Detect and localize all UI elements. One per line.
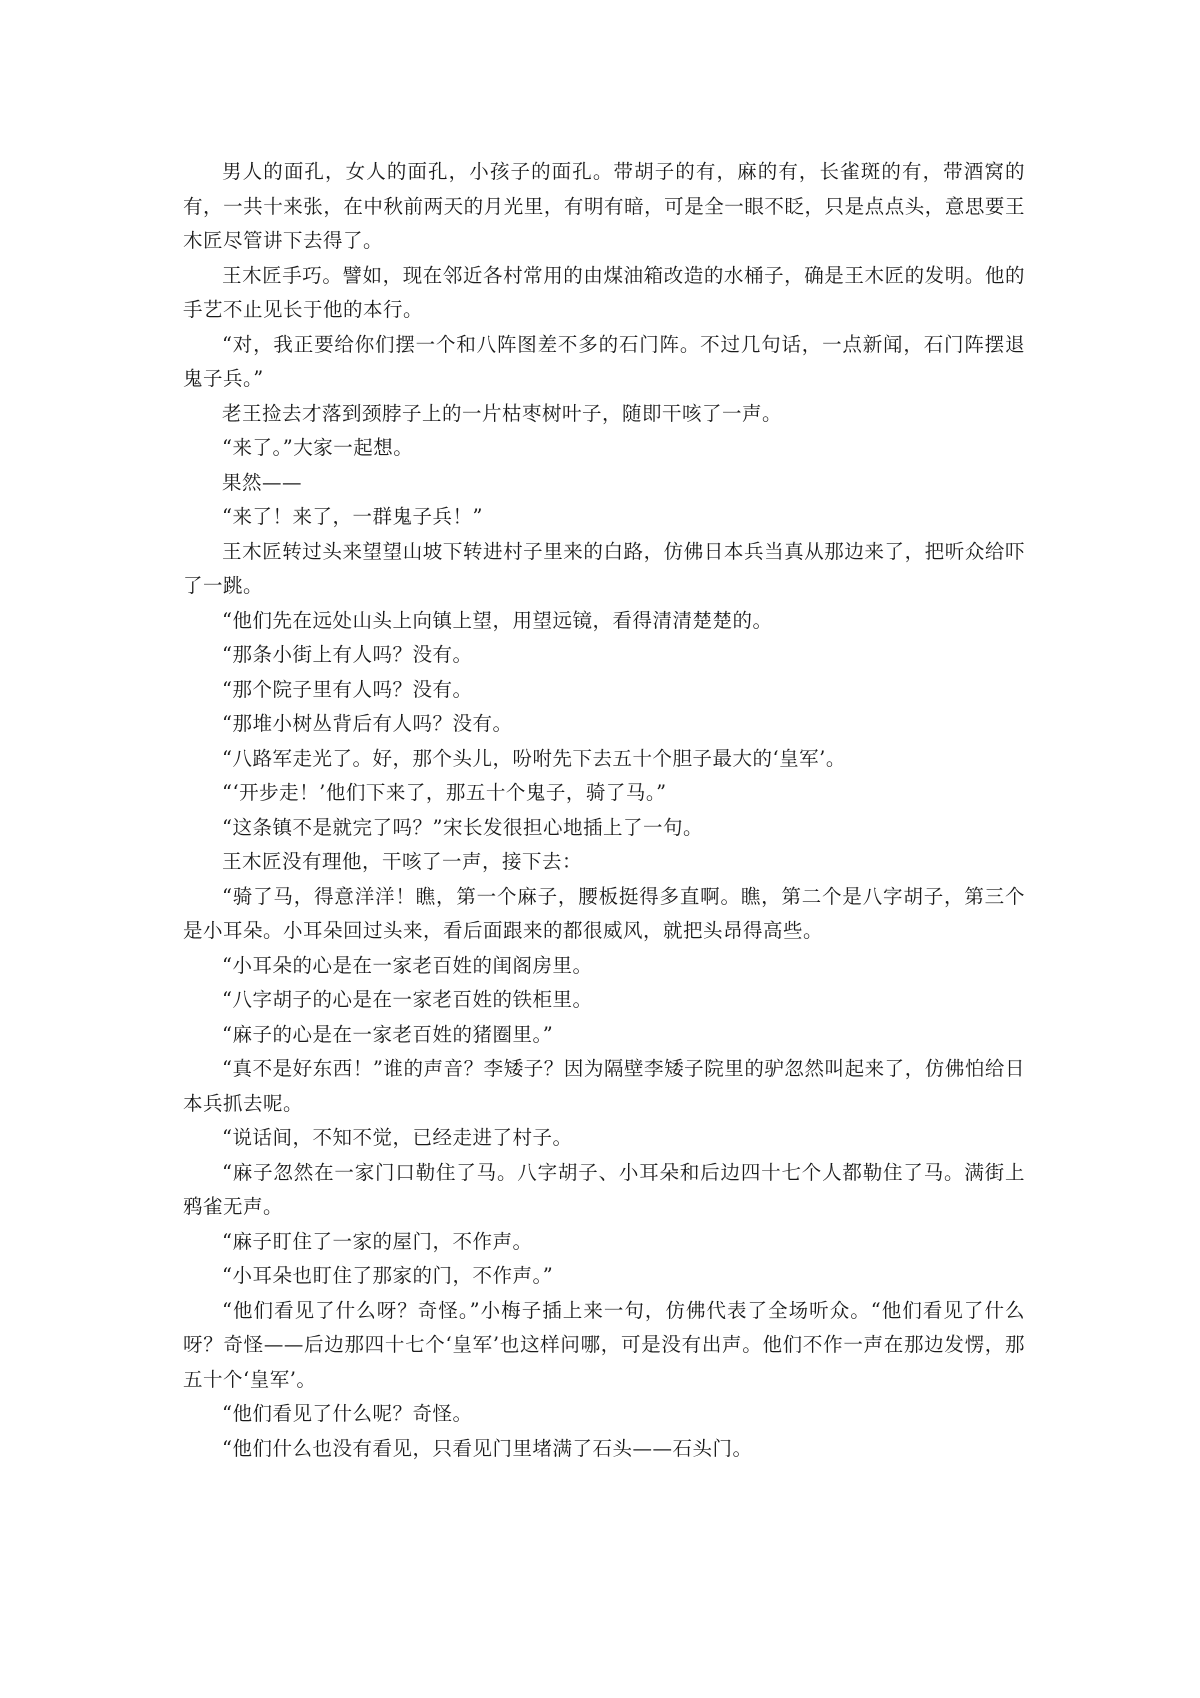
paragraph: “小耳朵的心是在一家老百姓的闺阁房里。 [222,953,593,977]
document-body [183,155,1025,1466]
paragraph: 王木匠手巧。譬如，现在邻近各村常用的由煤油箱改造的水桶子，确是王木匠的发明。他的手艺不止见长于他的本行。 [183,263,1025,321]
paragraph: “骑了马，得意洋洋！瞧，第一个麻子，腰板挺得多直啊。瞧，第二个是八字胡子，第三个是小耳朵。小耳朵回过头来，看后面跟来的都很威风，就把头昂得高些。 [183,884,1025,942]
paragraph: “那条小街上有人吗？没有。 [222,643,473,666]
paragraph: “来了。”大家一起想。 [222,436,414,459]
paragraph: 果然—— [222,470,303,494]
paragraph: “那堆小树丛背后有人吗？没有。 [222,712,513,735]
paragraph: “他们什么也没有看见，只看见门里堵满了石头——石头门。 [222,1436,753,1460]
paragraph: “对，我正要给你们摆一个和八阵图差不多的石门阵。不过几句话，一点新闻，石门阵摆退鬼子兵。” [183,332,1025,390]
paragraph: “真不是好东西！”谁的声音？李矮子？因为隔壁李矮子院里的驴忽然叫起来了，仿佛怕给日本兵抓去呢。 [183,1057,1025,1115]
paragraph: 男人的面孔，女人的面孔，小孩子的面孔。带胡子的有，麻的有，长雀斑的有，带酒窝的有，一共十来张，在中秋前两天的月光里，有明有暗，可是全一眼不眨，只是点点头，意思要王木匠尽管讲下去得了。 [183,160,1025,252]
paragraph: 王木匠没有理他，干咳了一声，接下去： [222,850,583,873]
paragraph: “他们看见了什么呀？奇怪。”小梅子插上来一句，仿佛代表了全场听众。“他们看见了什么呀？奇怪——后边那四十七个‘皇军’也这样问哪，可是没有出声。他们不作一声在那边发愣，那五十个‘皇军’。 [183,1298,1025,1391]
paragraph: “他们先在远处山头上向镇上望，用望远镜，看得清清楚楚的。 [222,608,773,632]
paragraph: “这条镇不是就完了吗？”宋长发很担心地插上了一句。 [222,815,703,839]
paragraph: “麻子忽然在一家门口勒住了马。八字胡子、小耳朵和后边四十七个人都勒住了马。满街上鸦雀无声。 [183,1160,1025,1218]
paragraph: “麻子盯住了一家的屋门，不作声。 [222,1229,533,1253]
paragraph: “八路军走光了。好，那个头儿，吩咐先下去五十个胆子最大的‘皇军’。 [222,746,846,770]
paragraph: “他们看见了什么呢？奇怪。 [222,1402,473,1425]
paragraph: “来了！来了，一群鬼子兵！” [222,505,483,528]
paragraph: “‘开步走！’他们下来了，那五十个鬼子，骑了马。” [222,781,667,804]
paragraph: “说话间，不知不觉，已经走进了村子。 [222,1126,573,1149]
paragraph: 老王捡去才落到颈脖子上的一片枯枣树叶子，随即干咳了一声。 [222,401,783,425]
paragraph: 王木匠转过头来望望山坡下转进村子里来的白路，仿佛日本兵当真从那边来了，把听众给吓了一跳。 [183,539,1025,597]
paragraph: “小耳朵也盯住了那家的门，不作声。” [222,1264,554,1287]
paragraph: “那个院子里有人吗？没有。 [222,677,473,701]
paragraph: “麻子的心是在一家老百姓的猪圈里。” [222,1022,554,1046]
paragraph: “八字胡子的心是在一家老百姓的铁柜里。 [222,988,593,1011]
